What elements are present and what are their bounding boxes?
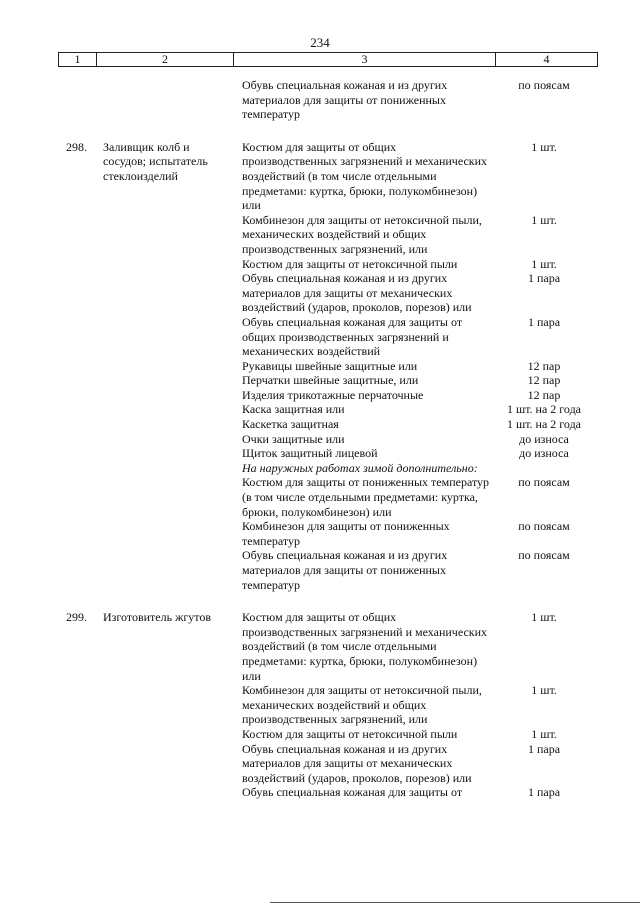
- list-item: [242, 548, 640, 592]
- item-quantity: по поясам: [518, 78, 570, 92]
- header-col-3: 3: [233, 53, 495, 66]
- list-item: [242, 683, 640, 727]
- entry-number: 299.: [66, 610, 87, 625]
- item-quantity: 12 пар: [527, 358, 561, 373]
- item-quantity: 1 шт.: [531, 139, 557, 154]
- continuation-items: [242, 78, 640, 122]
- row-gap: [0, 592, 640, 610]
- item-description: Обувь специальная кожаная и из других материалов для защиты от пониженных температур: [242, 78, 448, 122]
- list-item: [242, 461, 640, 476]
- list-item: [242, 78, 640, 122]
- item-quantity: 12 пар: [527, 387, 561, 402]
- item-quantity: 1 пара: [527, 314, 561, 329]
- item-description: Костюм для защиты от общих производственных загрязнений и механических воздействий (в том числе отдельными предметами: куртка, брюки, полукомбинезон) или: [242, 610, 488, 683]
- item-description: Костюм для защиты от пониженных температур (в том числе отдельными предметами: куртка, брюки, полукомбинезон) или: [242, 475, 490, 519]
- item-description: Очки защитные или: [242, 431, 345, 446]
- list-item: [242, 610, 640, 683]
- item-description: Комбинезон для защиты от нетоксичной пыли, механических воздействий и общих производственных загрязнений, или: [242, 683, 482, 727]
- item-quantity: [490, 461, 598, 476]
- entry-items: [242, 610, 640, 800]
- list-item: [242, 359, 640, 374]
- header-col-1: 1: [74, 52, 81, 66]
- item-description: Комбинезон для защиты от нетоксичной пыли, механических воздействий и общих производственных загрязнений, или: [242, 212, 482, 256]
- list-item: [242, 402, 640, 417]
- item-quantity: по поясам: [518, 475, 570, 490]
- item-quantity: 1 шт. на 2 года: [506, 402, 582, 417]
- list-item: [242, 446, 640, 461]
- item-quantity: до износа: [519, 446, 569, 461]
- item-quantity: по поясам: [518, 548, 570, 563]
- list-item: [242, 417, 640, 432]
- item-description: На наружных работах зимой дополнительно:: [242, 460, 478, 475]
- item-description: Костюм для защиты от нетоксичной пыли: [242, 726, 458, 741]
- item-description: Костюм для защиты от общих производственных загрязнений и механических воздействий (в том числе отдельными предметами: куртка, брюки, полукомбинезон) или: [242, 139, 488, 213]
- list-item: [242, 373, 640, 388]
- page-number: 234: [310, 35, 330, 50]
- item-quantity: по поясам: [518, 519, 570, 534]
- item-description: Костюм для защиты от нетоксичной пыли: [242, 256, 458, 271]
- table-header: [58, 52, 598, 67]
- item-description: Обувь специальная кожаная и из других материалов для защиты от механических воздействий (ударов, проколов, порезов) или: [242, 271, 472, 315]
- item-description: Каскетка защитная: [242, 417, 339, 432]
- item-quantity: 1 шт.: [531, 726, 557, 741]
- item-quantity: до износа: [519, 431, 569, 446]
- list-item: [242, 140, 640, 213]
- list-item: [242, 271, 640, 315]
- item-description: Обувь специальная кожаная и из других материалов для защиты от механических воздействий (ударов, проколов, порезов) или: [242, 741, 472, 785]
- item-description: Щиток защитный лицевой: [242, 446, 378, 461]
- item-description: Рукавицы швейные защитные или: [242, 358, 418, 373]
- list-item: [242, 315, 640, 359]
- header-col-4: 4: [495, 53, 597, 66]
- item-quantity: 1 шт.: [531, 610, 557, 625]
- list-item: [242, 257, 640, 272]
- item-quantity: 1 пара: [527, 741, 561, 756]
- item-description: Каска защитная или: [242, 402, 345, 417]
- row-gap: [0, 122, 640, 140]
- profession-name: Заливщик колб и сосудов; испытатель стеклоизделий: [103, 139, 208, 183]
- item-description: Комбинезон для защиты от пониженных температур: [242, 519, 450, 548]
- item-description: Обувь специальная кожаная и из других материалов для защиты от пониженных температур: [242, 548, 448, 592]
- header-col-2: 2: [96, 53, 233, 66]
- list-item: [242, 727, 640, 742]
- table-body: [0, 78, 640, 800]
- list-item: [242, 432, 640, 447]
- profession-name: Изготовитель жгутов: [103, 610, 212, 625]
- table-row: [0, 610, 640, 800]
- item-quantity: 1 шт.: [531, 256, 557, 271]
- item-quantity: 1 пара: [527, 785, 561, 800]
- list-item: [242, 785, 640, 800]
- bottom-rule: [270, 902, 640, 903]
- item-quantity: 1 пара: [527, 271, 561, 286]
- item-description: Обувь специальная кожаная для защиты от общих производственных загрязнений и механических воздействий: [242, 314, 463, 359]
- list-item: [242, 475, 640, 519]
- item-description: Изделия трикотажные перчаточные: [242, 387, 424, 402]
- list-item: [242, 519, 640, 548]
- item-quantity: 1 шт.: [531, 683, 557, 698]
- item-description: Перчатки швейные защитные, или: [242, 373, 419, 388]
- list-item: [242, 213, 640, 257]
- list-item: [242, 388, 640, 403]
- item-quantity: 1 шт.: [531, 212, 557, 227]
- table-row: [0, 140, 640, 592]
- item-quantity: 1 шт. на 2 года: [506, 417, 582, 432]
- item-description: Обувь специальная кожаная для защиты от: [242, 785, 463, 800]
- list-item: [242, 742, 640, 786]
- entry-number: 298.: [66, 139, 87, 154]
- item-quantity: 12 пар: [527, 373, 561, 388]
- entry-items: [242, 140, 640, 592]
